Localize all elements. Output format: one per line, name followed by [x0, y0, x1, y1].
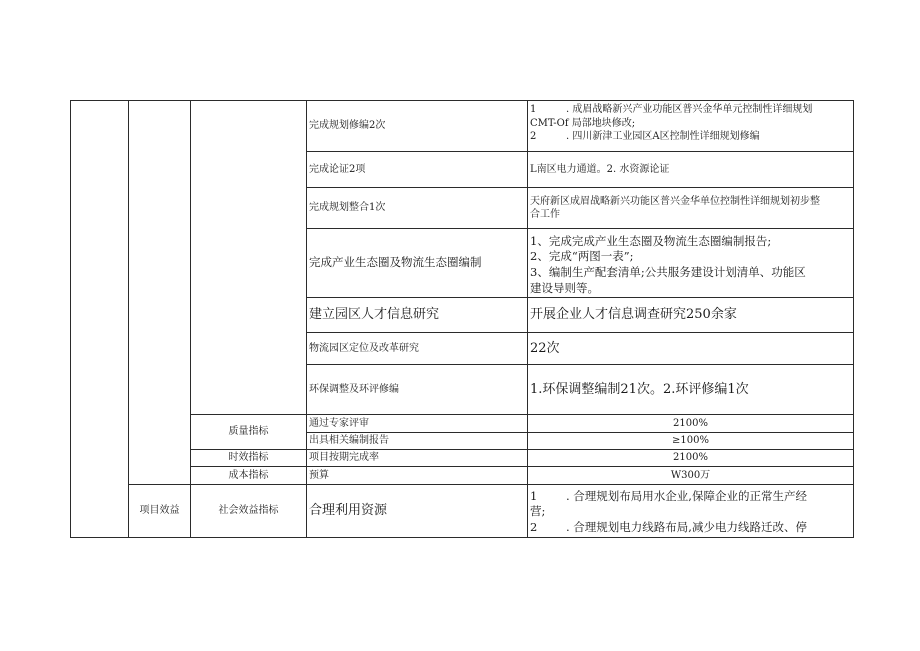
value-on-time: 2100%	[673, 452, 708, 464]
indicator-budget: 预算	[309, 469, 329, 481]
detail-resources	[528, 485, 853, 539]
indicator-argument: 完成论证2项	[309, 163, 366, 175]
detail-text: 3、编制生产配套清单;公共服务建设计划清单、功能区	[530, 265, 806, 279]
indicator-ecosystem: 完成产业生态圈及物流生态圈编制	[309, 255, 482, 270]
detail-text: CMT-Of 局部地块修改;	[530, 117, 636, 129]
rule	[70, 100, 71, 538]
indicator-integration: 完成规划整合1次	[309, 202, 386, 214]
indicator-reports: 出具相关编制报告	[309, 435, 389, 447]
indicator-talent: 建立园区人才信息研究	[309, 307, 440, 323]
detail-talent: 开展企业人才信息调查研究250余家	[530, 307, 737, 323]
detail-text: 建设导则等。	[530, 280, 599, 295]
category-timeliness: 时效指标	[228, 452, 269, 464]
item-number: 1	[530, 104, 537, 116]
value-budget: W300万	[670, 469, 711, 481]
detail-plan-revision	[528, 96, 853, 151]
detail-text: 1、完成完成产业生态圈及物流生态圈编制报告;	[530, 233, 772, 248]
item-number: 2	[530, 519, 538, 534]
indicator-logistics: 物流园区定位及改革研究	[309, 342, 419, 354]
detail-text: . 合理规划电力线路布局,减少电力线路迁改、停	[566, 519, 807, 534]
value-expert-review: 2100%	[673, 417, 708, 429]
detail-text: . 合理规划布局用水企业,保障企业的正常生产经	[566, 488, 807, 503]
category-cost: 成本指标	[228, 469, 269, 481]
detail-text: 营;	[530, 504, 546, 519]
detail-argument: L南区电力通道。2. 水资源论证	[530, 163, 670, 175]
item-number: 1	[530, 488, 538, 503]
detail-logistics: 22次	[530, 340, 560, 356]
detail-text: . 成眉战略新兴产业功能区普兴金华单元控制性详细规划	[566, 104, 813, 116]
indicator-plan-revision: 完成规划修编2次	[309, 120, 386, 132]
detail-text: 天府新区成眉战略新兴功能区普兴金华单位控制性详细规划初步整	[530, 195, 820, 207]
detail-integration	[528, 188, 853, 228]
section-benefit: 项目效益	[139, 505, 180, 517]
rule	[128, 100, 129, 538]
detail-env: 1.环保调整编制21次。2.环评修编1次	[530, 381, 749, 397]
indicator-on-time: 项目按期完成率	[309, 452, 379, 464]
detail-text: 合工作	[530, 209, 560, 220]
indicator-resources: 合理利用资源	[309, 503, 388, 519]
detail-text: 2、完成“两图一表”;	[530, 249, 634, 264]
indicator-expert-review: 通过专家评审	[309, 417, 369, 429]
category-social-benefit: 社会效益指标	[218, 505, 279, 517]
detail-ecosystem	[528, 229, 853, 301]
rule	[853, 100, 854, 538]
indicator-env: 环保调整及环评修编	[309, 383, 399, 395]
category-quality: 质量指标	[228, 426, 269, 438]
value-reports: ≥100%	[672, 435, 709, 447]
detail-text: . 四川新津工业园区A区控制性详细规划修编	[566, 131, 760, 143]
item-number: 2	[530, 131, 537, 143]
